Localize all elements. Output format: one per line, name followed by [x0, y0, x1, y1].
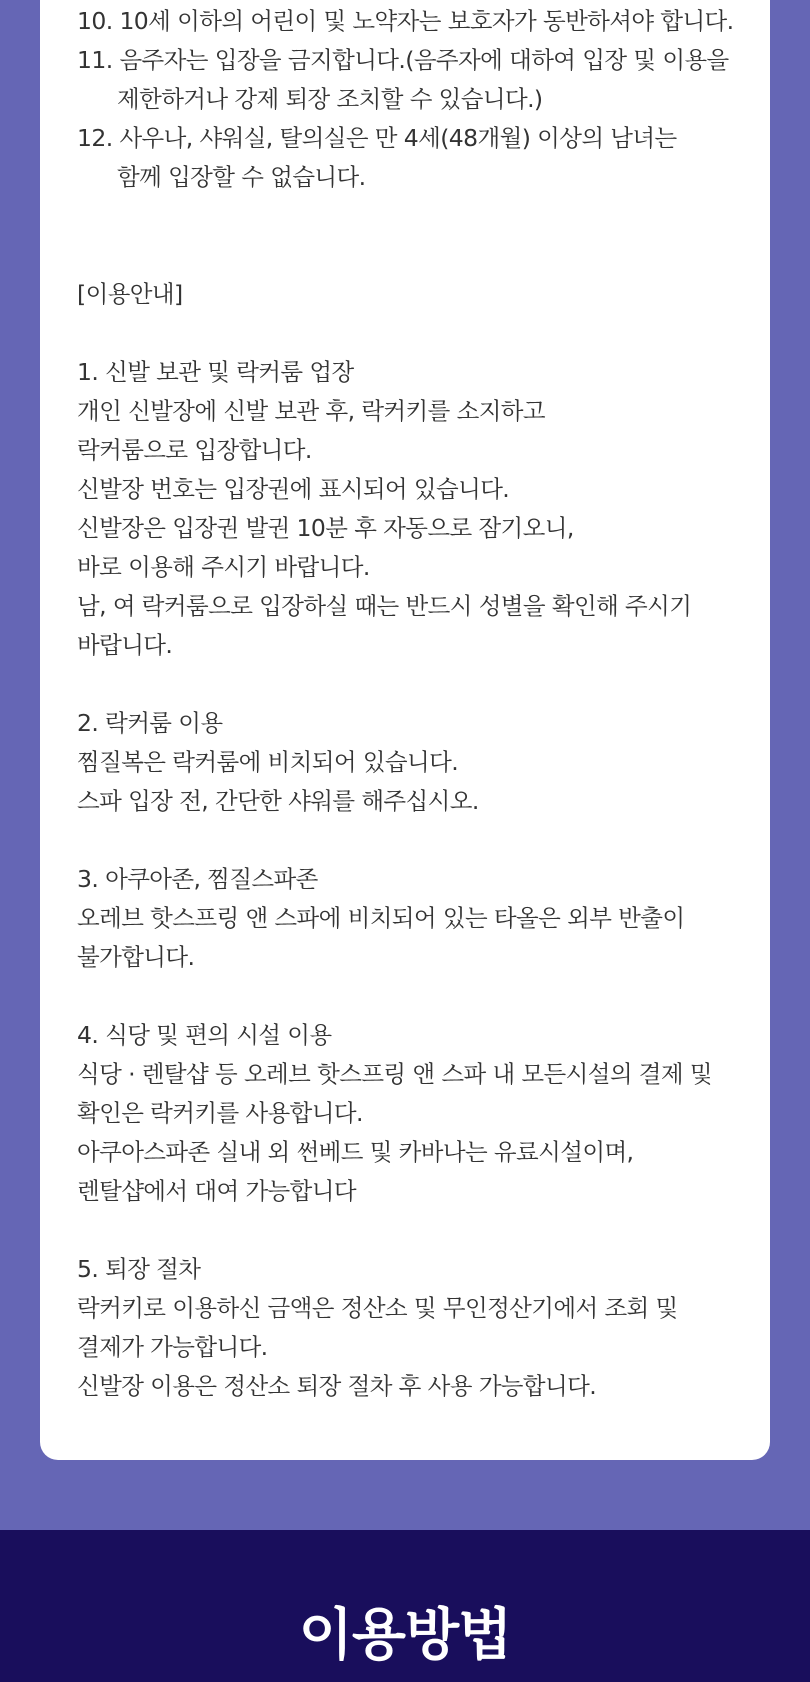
- info-card: [40, 0, 770, 1460]
- guide-line: 개인 신발장에 신발 보관 후, 락커키를 소지하고: [77, 397, 546, 425]
- rule-12: 12. 사우나, 샤워실, 탈의실은 만 4세(48개월) 이상의 남녀는: [77, 124, 677, 152]
- guide-section-title: 3. 아쿠아존, 찜질스파존: [77, 865, 318, 893]
- guide-section-title: 4. 식당 및 편의 시설 이용: [77, 1021, 332, 1049]
- rule-11-cont: 제한하거나 강제 퇴장 조치할 수 있습니다.): [117, 85, 543, 113]
- guide-line: 오레브 핫스프링 앤 스파에 비치되어 있는 타올은 외부 반출이: [77, 904, 685, 932]
- usage-guide-heading: [이용안내]: [77, 280, 183, 308]
- guide-line: 확인은 락커키를 사용합니다.: [77, 1099, 363, 1127]
- guide-section-title: 1. 신발 보관 및 락커룸 업장: [77, 358, 354, 386]
- guide-line: 불가합니다.: [77, 943, 195, 971]
- guide-section-3: [77, 860, 732, 977]
- usage-method-title: 이용방법: [298, 1603, 512, 1668]
- guide-line: 락커룸으로 입장합니다.: [77, 436, 312, 464]
- guide-line: 신발장 이용은 정산소 퇴장 절차 후 사용 가능합니다.: [77, 1372, 597, 1400]
- usage-method-banner: [0, 1530, 810, 1682]
- usage-guide: [77, 275, 732, 1406]
- guide-line: 아쿠아스파존 실내 외 썬베드 및 카바나는 유료시설이며,: [77, 1138, 634, 1166]
- guide-section-title: 2. 락커룸 이용: [77, 709, 223, 737]
- guide-section-1: [77, 353, 732, 665]
- rule-11: 11. 음주자는 입장을 금지합니다.(음주자에 대하여 입장 및 이용을: [77, 46, 729, 74]
- guide-line: 렌탈샵에서 대여 가능합니다: [77, 1177, 356, 1205]
- guide-section-5: [77, 1250, 732, 1406]
- guide-line: 결제가 가능합니다.: [77, 1333, 268, 1361]
- guide-section-2: [77, 704, 732, 821]
- guide-line: 남, 여 락커룸으로 입장하실 때는 반드시 성별을 확인해 주시기: [77, 592, 692, 620]
- guide-section-title: 5. 퇴장 절차: [77, 1255, 201, 1283]
- guide-line: 스파 입장 전, 간단한 샤워를 해주십시오.: [77, 787, 479, 815]
- rules-list: [77, 2, 732, 197]
- guide-line: 바랍니다.: [77, 631, 173, 659]
- rule-10: 10. 10세 이하의 어린이 및 노약자는 보호자가 동반하셔야 합니다.: [77, 7, 734, 35]
- guide-line: 찜질복은 락커룸에 비치되어 있습니다.: [77, 748, 459, 776]
- guide-section-4: [77, 1016, 732, 1211]
- guide-line: 락커키로 이용하신 금액은 정산소 및 무인정산기에서 조회 및: [77, 1294, 678, 1322]
- guide-line: 식당 · 렌탈샵 등 오레브 핫스프링 앤 스파 내 모든시설의 결제 및: [77, 1060, 712, 1088]
- guide-line: 바로 이용해 주시기 바랍니다.: [77, 553, 370, 581]
- guide-line: 신발장 번호는 입장권에 표시되어 있습니다.: [77, 475, 510, 503]
- rule-12-cont: 함께 입장할 수 없습니다.: [117, 163, 366, 191]
- guide-line: 신발장은 입장권 발권 10분 후 자동으로 잠기오니,: [77, 514, 574, 542]
